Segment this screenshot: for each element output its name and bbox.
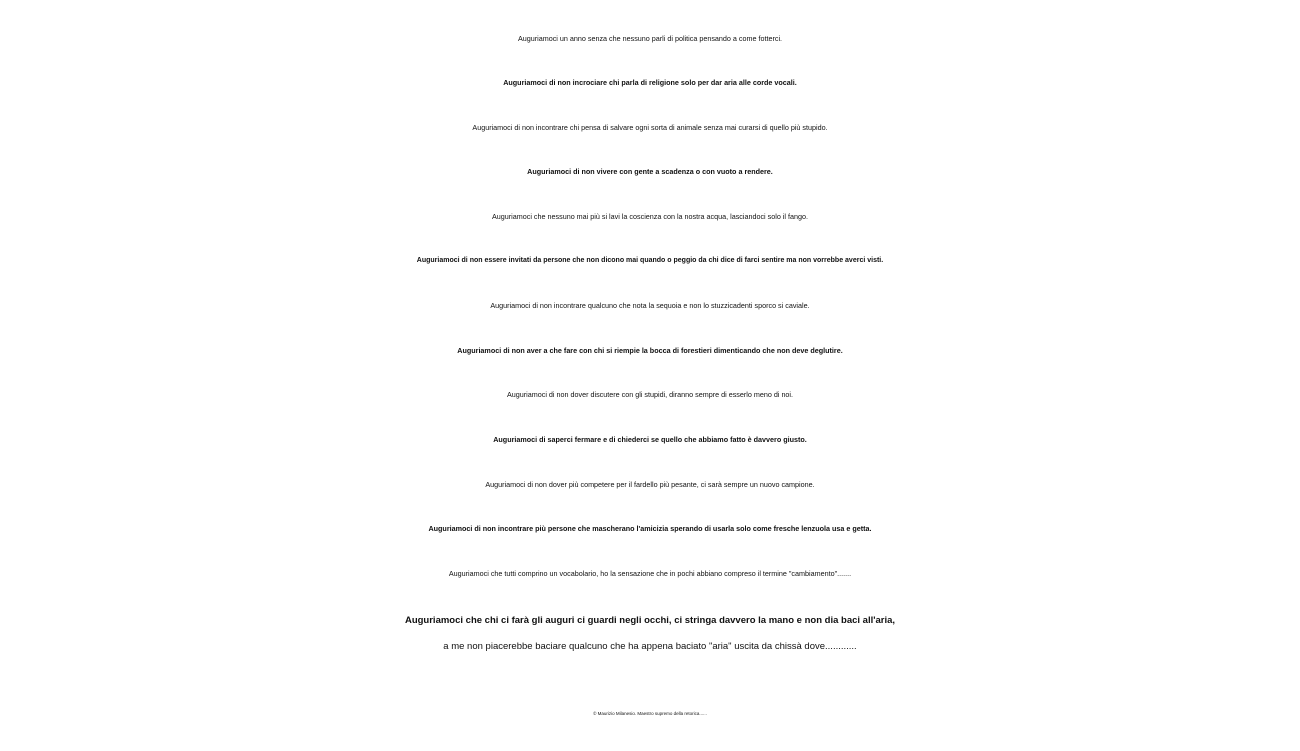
wish-line-11: Auguriamoci di non dover più competere per il fardello più pesante, ci sarà sempre un nuovo campione. [485,480,815,489]
wish-line-1: Auguriamoci un anno senza che nessuno parli di politica pensando a come fotterci. [517,34,783,43]
closing-line-1: Auguriamoci che chi ci farà gli auguri ci guardi negli occhi, ci stringa davvero la mano e non dia baci all'aria, [404,615,896,626]
wish-line-2: Auguriamoci di non incrociare chi parla di religione solo per dar aria alle corde vocali. [503,78,797,87]
wish-line-12: Auguriamoci di non incontrare più persone che mascherano l'amicizia sperando di usarla solo come fresche lenzuola usa e getta. [428,524,872,533]
wish-line-5: Auguriamoci che nessuno mai più si lavi la coscienza con la nostra acqua, lasciandoci solo il fango. [491,212,809,221]
wish-line-3: Auguriamoci di non incontrare chi pensa di salvare ogni sorta di animale senza mai curarsi di quello più stupido. [472,123,828,132]
wish-line-7: Auguriamoci di non incontrare qualcuno che nota la sequoia e non lo stuzzicadenti sporco si caviale. [490,301,810,310]
wish-line-8: Auguriamoci di non aver a che fare con chi si riempie la bocca di forestieri dimenticando che non deve deglutire. [457,346,843,355]
signature: © Maurizio Milanesio. Maestro supremo della retorica...... [593,711,707,716]
wish-line-10: Auguriamoci di saperci fermare e di chiederci se quello che abbiamo fatto è davvero giusto. [493,435,807,444]
wish-line-4: Auguriamoci di non vivere con gente a scadenza o con vuoto a rendere. [527,167,773,176]
wish-line-6: Auguriamoci di non essere invitati da persone che non dicono mai quando o peggio da chi dice di farci sentire ma non vorrebbe averci visti. [416,257,884,264]
closing-line-2: a me non piacerebbe baciare qualcuno che ha appena baciato "aria" uscita da chissà dove............ [443,641,857,652]
wish-line-13: Auguriamoci che tutti comprino un vocabolario, ho la sensazione che in pochi abbiano compreso il termine "cambiamento"....... [448,569,852,578]
wish-line-9: Auguriamoci di non dover discutere con gli stupidi, diranno sempre di esserlo meno di noi. [506,390,794,399]
